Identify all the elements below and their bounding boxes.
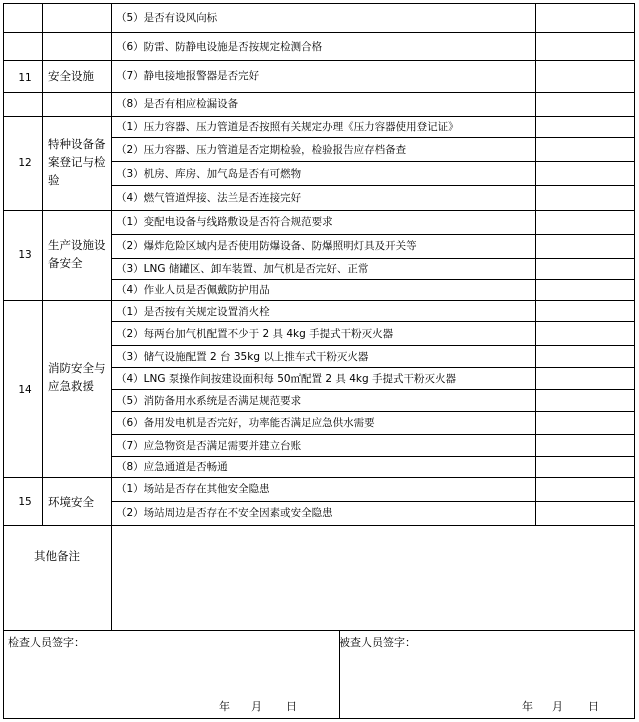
inspector-signature-field[interactable] [93, 633, 333, 693]
section-number: 14 [18, 384, 32, 396]
check-item: （2）压力容器、压力管道是否定期检验，检验报告应存档备查 [116, 144, 407, 156]
inspection-checklist-table [3, 3, 635, 719]
inspectee-signature-label: 被查人员签字： [339, 636, 416, 649]
inspectee-date-month: 月 [552, 700, 563, 713]
inspector-date-day: 日 [286, 700, 297, 713]
section-category: 安全设施 [48, 69, 94, 83]
check-item: （6）防雷、防静电设施是否按规定检测合格 [116, 41, 323, 53]
check-item: （7）静电接地报警器是否完好 [116, 70, 260, 82]
check-item: （1）是否按有关规定设置消火栓 [116, 306, 270, 318]
col-line-result [535, 3, 536, 525]
section-category: 消防安全与应急救援 [48, 361, 106, 393]
inspector-date-month: 月 [251, 700, 262, 713]
section-number: 15 [18, 496, 32, 508]
check-item: （1）变配电设备与线路敷设是否符合规范要求 [116, 216, 333, 228]
table-border-left [3, 3, 4, 719]
check-item: （4）LNG 泵操作间按建设面积每 50㎡配置 2 具 4kg 手提式干粉灭火器 [116, 373, 457, 385]
col-line-category [111, 3, 112, 630]
check-item: （5）是否有设风向标 [116, 12, 218, 24]
table-border-bottom [3, 718, 635, 719]
row-line [3, 630, 635, 631]
check-item: （8）应急通道是否畅通 [116, 461, 228, 473]
row-line [3, 525, 635, 526]
check-item: （8）是否有相应检漏设备 [116, 98, 239, 110]
check-item: （7）应急物资是否满足需要并建立台账 [116, 440, 302, 452]
inspectee-date-year: 年 [522, 700, 533, 713]
inspector-signature-label: 检查人员签字： [8, 636, 85, 649]
check-item: （3）LNG 储罐区、卸车装置、加气机是否完好、正常 [116, 263, 369, 275]
inspectee-date-day: 日 [588, 700, 599, 713]
table-border-right [634, 3, 635, 719]
check-item: （5）消防备用水系统是否满足规范要求 [116, 395, 302, 407]
inspector-date-year: 年 [219, 700, 230, 713]
section-category: 环境安全 [48, 495, 94, 509]
check-item: （2）场站周边是否存在不安全因素或安全隐患 [116, 507, 333, 519]
section-number: 11 [18, 72, 32, 84]
check-item: （1）场站是否存在其他安全隐患 [116, 483, 270, 495]
check-item: （4）燃气管道焊接、法兰是否连接完好 [116, 192, 302, 204]
table-border-top [3, 3, 635, 4]
check-item: （2）每两台加气机配置不少于 2 具 4kg 手提式干粉灭火器 [116, 328, 394, 340]
remarks-label: 其他备注 [34, 549, 80, 563]
check-item: （6）备用发电机是否完好，功率能否满足应急供水需要 [116, 417, 375, 429]
result-column[interactable] [537, 5, 633, 523]
section-category: 生产设施设备安全 [48, 238, 106, 270]
check-item: （3）储气设施配置 2 台 35kg 以上推车式干粉灭火器 [116, 351, 369, 363]
section-category: 特种设备备案登记与检验 [48, 137, 106, 187]
check-item: （4）作业人员是否佩戴防护用品 [116, 284, 270, 296]
section-number: 12 [18, 157, 32, 169]
check-item: （2）爆炸危险区域内是否使用防爆设备、防爆照明灯具及开关等 [116, 240, 417, 252]
remarks-field[interactable] [115, 529, 631, 627]
check-item: （3）机房、库房、加气岛是否有可燃物 [116, 168, 302, 180]
section-number: 13 [18, 249, 32, 261]
check-item: （1）压力容器、压力管道是否按照有关规定办理《压力容器使用登记证》 [116, 121, 459, 133]
inspectee-signature-field[interactable] [423, 633, 628, 693]
